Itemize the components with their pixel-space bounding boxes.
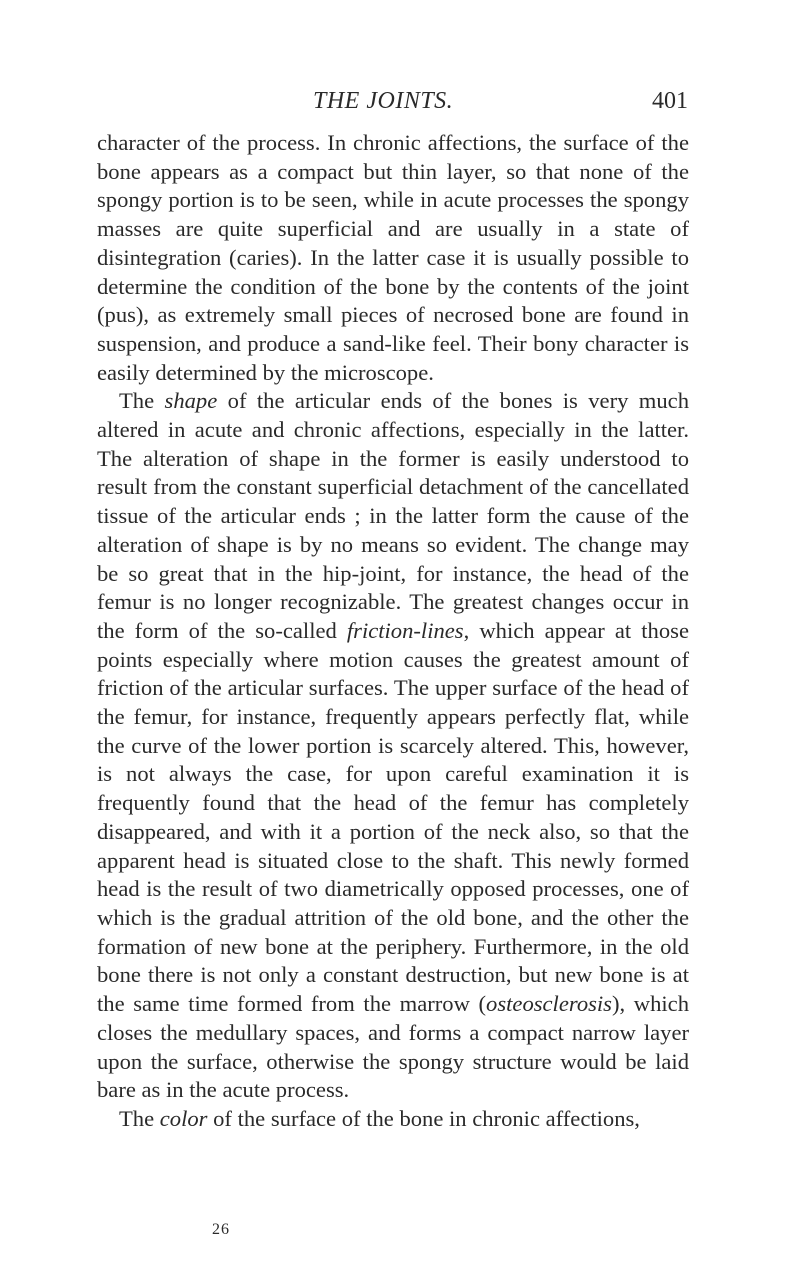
text-span: of the articular ends of the bones is very much altered in acute and chronic affections, especially in the latter. The alteration of shape in the former is easily understood to result from the constant superficial detachment of the cancellated tissue of the articular ends ; in the latter form the cause of the alteration of shape is by no means so evident. The change may be so great that in the hip-joint, for instance, the head of the femur is no longer recognizable. The greatest changes occur in the form of the so-called [97, 388, 689, 643]
text-span: The [119, 1105, 160, 1131]
italic-term-color: color [159, 1105, 208, 1131]
italic-term-osteosclerosis: osteosclerosis [486, 991, 612, 1017]
text-span: ), which closes the medullary spaces, and forms a compact narrow layer upon the surface, otherwise the spongy structure would be laid bare as in the acute process. [97, 991, 689, 1103]
italic-term-shape: shape [164, 388, 218, 414]
text-span: character of the process. In chronic affections, the surface of the bone appears as a compact but thin layer, so that none of the spongy portion is to be seen, while in acute processes the spongy masses are quite superficial and are usually in a state of disintegration (caries). In the latter case it is usually possible to determine the condition of the bone by the contents of the joint (pus), as extremely small pieces of necrosed bone are found in suspension, and produce a sand-like feel. Their bony character is easily determined by the microscope. [97, 130, 689, 385]
paragraph-caries [97, 129, 689, 387]
text-span: The [119, 388, 165, 414]
running-title: THE JOINTS. [313, 88, 454, 114]
italic-term-friction-lines: friction-lines [346, 617, 464, 643]
page-header [98, 88, 688, 118]
text-span: of the surface of the bone in chronic affections, [207, 1105, 640, 1131]
signature-mark: 26 [212, 1221, 230, 1238]
paragraph-shape [97, 387, 689, 1105]
page-number: 401 [652, 88, 688, 114]
body-text [97, 129, 689, 1134]
paragraph-color [97, 1105, 689, 1134]
text-span: , which appear at those points especially where motion causes the greatest amount of friction of the articular surfaces. The upper surface of the head of the femur, for instance, frequently appears perfectly flat, while the curve of the lower portion is scarcely altered. This, however, is not always the case, for upon careful examination it is frequently found that the head of the femur has completely disappeared, and with it a portion of the neck also, so that the apparent head is situated close to the shaft. This newly formed head is the result of two diametrically opposed processes, one of which is the gradual attrition of the old bone, and the other the formation of new bone at the periphery. Furthermore, in the old bone there is not only a constant destruction, but new bone is at the same time formed from the marrow ( [97, 617, 689, 1017]
